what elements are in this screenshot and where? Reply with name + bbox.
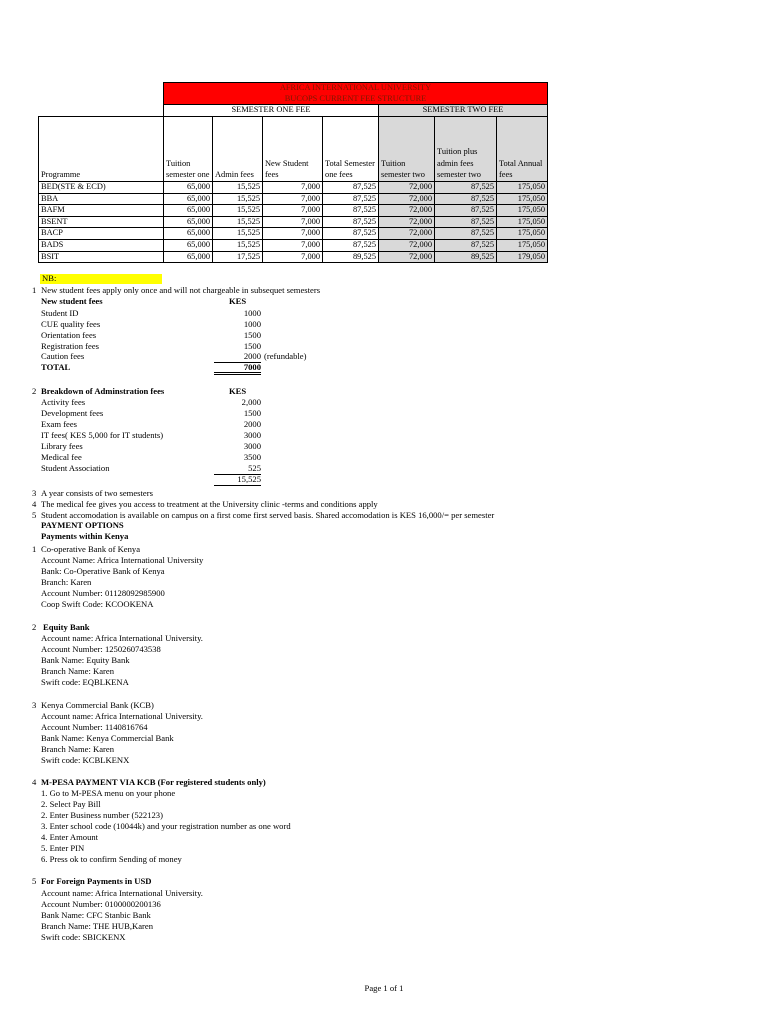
fee-item-label: Student ID <box>41 308 79 318</box>
currency-label: KES <box>229 296 247 306</box>
bank-detail: Account Number: 0100000200136 <box>41 899 161 909</box>
fee-cell: 65,000 <box>164 251 213 263</box>
mpesa-step: 5. Enter PIN <box>41 843 85 853</box>
note-number: 3 <box>32 488 37 498</box>
fee-cell: 15,525 <box>213 228 263 240</box>
fee-cell: 87,525 <box>435 239 497 251</box>
fee-cell: 7,000 <box>263 239 323 251</box>
note-text: Student accomodation is available on campus on a first come first served basis. Shared accomodation is KES 16,000/= per semester <box>41 510 495 520</box>
fee-item-amount: 2,000 <box>241 397 261 407</box>
fee-item-amount: 1500 <box>243 408 261 418</box>
note-text: New student fees apply only once and will not chargeable in subsequet semesters <box>41 285 321 295</box>
bank-detail: Account Number: 1140816764 <box>41 722 148 732</box>
admin-fees-heading: Breakdown of Adminstration fees <box>41 386 165 396</box>
semester-one-header: SEMESTER ONE FEE <box>164 105 379 117</box>
payment-options-heading: PAYMENT OPTIONS <box>41 520 124 530</box>
semester-two-header: SEMESTER TWO FEE <box>379 105 548 117</box>
bank-detail: Account Number: 1250260743538 <box>41 644 161 654</box>
table-row <box>39 193 548 205</box>
column-header: Tuition semester one <box>164 117 213 182</box>
bank-detail: Swift code: SBICKENX <box>41 932 126 942</box>
fee-cell: 15,525 <box>213 239 263 251</box>
bank-title: Kenya Commercial Bank (KCB) <box>41 700 154 710</box>
page-footer: Page 1 of 1 <box>364 983 404 993</box>
fee-cell: 72,000 <box>379 193 435 205</box>
note-text: A year consists of two semesters <box>41 488 153 498</box>
fee-item-amount: 1500 <box>243 341 261 351</box>
currency-label: KES <box>229 386 247 396</box>
programme-cell: BBA <box>39 193 164 205</box>
bank-detail: Branch Name: Karen <box>41 744 115 754</box>
fee-item-label: Development fees <box>41 408 104 418</box>
fee-cell: 87,525 <box>323 216 379 228</box>
bank-detail: Bank Name: CFC Stanbic Bank <box>41 910 151 920</box>
fee-cell: 7,000 <box>263 182 323 194</box>
mpesa-step: 4. Enter Amount <box>41 832 99 842</box>
note-number: 2 <box>32 386 37 396</box>
bank-detail: Branch Name: THE HUB,Karen <box>41 921 154 931</box>
column-header: Total Semester one fees <box>323 117 379 182</box>
table-row <box>39 216 548 228</box>
note-number: 5 <box>32 510 37 520</box>
fee-cell: 65,000 <box>164 216 213 228</box>
fee-cell: 175,050 <box>497 216 548 228</box>
fee-item-label: IT fees( KES 5,000 for IT students) <box>41 430 164 440</box>
fee-cell: 7,000 <box>263 228 323 240</box>
fee-cell: 175,050 <box>497 193 548 205</box>
bank-detail: Bank: Co-Operative Bank of Kenya <box>41 566 165 576</box>
payments-kenya-heading: Payments within Kenya <box>41 531 129 541</box>
bank-detail: Bank Name: Kenya Commercial Bank <box>41 733 174 743</box>
table-row <box>39 205 548 217</box>
fee-item-amount: 1000 <box>243 308 261 318</box>
programme-cell: BSENT <box>39 216 164 228</box>
mpesa-step: 6. Press ok to confirm Sending of money <box>41 854 182 864</box>
column-header: Programme <box>39 117 164 182</box>
mpesa-step: 2. Enter Business number (522123) <box>41 810 163 820</box>
fee-cell: 89,525 <box>435 251 497 263</box>
fee-item-amount: 2000 <box>243 419 261 429</box>
bank-detail: Branch: Karen <box>41 577 92 587</box>
fee-cell: 175,050 <box>497 228 548 240</box>
fee-cell: 15,525 <box>213 216 263 228</box>
programme-cell: BED(STE & ECD) <box>39 182 164 194</box>
fee-cell: 17,525 <box>213 251 263 263</box>
fee-item-label: Registration fees <box>41 341 99 351</box>
mpesa-step: 3. Enter school code (10044k) and your registration number as one word <box>41 821 291 831</box>
fee-cell: 89,525 <box>323 251 379 263</box>
fee-item-amount: 3000 <box>243 430 261 440</box>
option-number: 5 <box>32 876 37 886</box>
bank-detail: Account name: Africa International University. <box>41 633 203 643</box>
fee-cell: 179,050 <box>497 251 548 263</box>
foreign-title: For Foreign Payments in USD <box>41 876 152 886</box>
fee-item-label: Activity fees <box>41 397 86 407</box>
nb-highlight <box>40 274 162 284</box>
fee-cell: 7,000 <box>263 205 323 217</box>
bank-detail: Bank Name: Equity Bank <box>41 655 130 665</box>
fee-cell: 175,050 <box>497 205 548 217</box>
bank-detail: Account name: Africa International University. <box>41 888 203 898</box>
fee-cell: 87,525 <box>323 182 379 194</box>
option-number: 1 <box>32 544 37 554</box>
note-number: 4 <box>32 499 37 509</box>
bank-title: Co-operative Bank of Kenya <box>41 544 141 554</box>
fee-cell: 72,000 <box>379 228 435 240</box>
fee-cell: 72,000 <box>379 239 435 251</box>
bank-detail: Account Name: Africa International University <box>41 555 204 565</box>
new-student-total: 7000 <box>214 362 261 375</box>
fee-item-label: Exam fees <box>41 419 78 429</box>
column-header: Admin fees <box>213 117 263 182</box>
fee-item-amount: 1500 <box>243 330 261 340</box>
bank-detail: Swift code: EQBLKENA <box>41 677 129 687</box>
table-row <box>39 228 548 240</box>
fee-cell: 65,000 <box>164 193 213 205</box>
fee-cell: 65,000 <box>164 239 213 251</box>
note-number: 1 <box>32 285 37 295</box>
programme-cell: BADS <box>39 239 164 251</box>
fee-cell: 87,525 <box>435 216 497 228</box>
fee-cell: 65,000 <box>164 228 213 240</box>
bank-title: Equity Bank <box>43 622 90 632</box>
fee-item-amount: 525 <box>214 463 261 475</box>
fee-cell: 87,525 <box>323 205 379 217</box>
fee-cell: 175,050 <box>497 182 548 194</box>
fee-cell: 15,525 <box>213 205 263 217</box>
programme-cell: BSIT <box>39 251 164 263</box>
fee-cell: 87,525 <box>323 193 379 205</box>
fee-item-label: Caution fees <box>41 351 85 361</box>
fee-structure-table <box>38 82 548 263</box>
programme-cell: BACP <box>39 228 164 240</box>
fee-item-label: Orientation fees <box>41 330 97 340</box>
mpesa-title: M-PESA PAYMENT VIA KCB (For registered students only) <box>41 777 266 787</box>
fee-cell: 72,000 <box>379 251 435 263</box>
fee-cell: 65,000 <box>164 182 213 194</box>
column-header: New Student fees <box>263 117 323 182</box>
fee-item-label: CUE quality fees <box>41 319 101 329</box>
table-row <box>39 182 548 194</box>
programme-cell: BAFM <box>39 205 164 217</box>
bank-detail: Account Number: 01128092985900 <box>41 588 165 598</box>
fee-item-amount: 2000 <box>214 351 261 363</box>
fee-table-title: AFRICA INTERNATIONAL UNIVERSITY BUCOPS CURRENT FEE STRUCTURE <box>164 83 548 105</box>
fee-cell: 65,000 <box>164 205 213 217</box>
new-student-fees-heading: New student fees <box>41 296 103 306</box>
nb-label: NB: <box>42 273 57 283</box>
fee-cell: 87,525 <box>435 228 497 240</box>
fee-cell: 15,525 <box>213 182 263 194</box>
fee-cell: 7,000 <box>263 216 323 228</box>
fee-cell: 87,525 <box>323 239 379 251</box>
fee-cell: 87,525 <box>435 193 497 205</box>
fee-cell: 87,525 <box>435 205 497 217</box>
fee-item-label: Library fees <box>41 441 83 451</box>
bank-detail: Swift code: KCBLKENX <box>41 755 130 765</box>
fee-cell: 7,000 <box>263 193 323 205</box>
table-row <box>39 251 548 263</box>
fee-cell: 72,000 <box>379 205 435 217</box>
note-text: The medical fee gives you access to treatment at the University clinic -terms and conditions apply <box>41 499 378 509</box>
column-header: Total Annual fees <box>497 117 548 182</box>
option-number: 3 <box>32 700 37 710</box>
column-headers <box>39 117 548 182</box>
fee-item-note: (refundable) <box>264 351 307 361</box>
bank-detail: Coop Swift Code: KCOOKENA <box>41 599 154 609</box>
bank-detail: Branch Name: Karen <box>41 666 115 676</box>
fee-item-amount: 3500 <box>243 452 261 462</box>
mpesa-step: 2. Select Pay Bill <box>41 799 101 809</box>
fee-item-amount: 1000 <box>243 319 261 329</box>
total-label: TOTAL <box>41 362 71 372</box>
column-header: Tuition plus admin fees semester two <box>435 117 497 182</box>
admin-fees-total: 15,525 <box>214 474 261 486</box>
fee-cell: 87,525 <box>435 182 497 194</box>
fee-cell: 72,000 <box>379 182 435 194</box>
mpesa-step: 1. Go to M-PESA menu on your phone <box>41 788 176 798</box>
fee-item-amount: 3000 <box>243 441 261 451</box>
bank-detail: Account name: Africa International University. <box>41 711 203 721</box>
column-header: Tuition semester two <box>379 117 435 182</box>
fee-cell: 7,000 <box>263 251 323 263</box>
fee-item-label: Student Association <box>41 463 110 473</box>
fee-item-label: Medical fee <box>41 452 82 462</box>
fee-cell: 72,000 <box>379 216 435 228</box>
fee-cell: 175,050 <box>497 239 548 251</box>
table-row <box>39 239 548 251</box>
option-number: 4 <box>32 777 37 787</box>
option-number: 2 <box>32 622 37 632</box>
fee-cell: 87,525 <box>323 228 379 240</box>
fee-cell: 15,525 <box>213 193 263 205</box>
